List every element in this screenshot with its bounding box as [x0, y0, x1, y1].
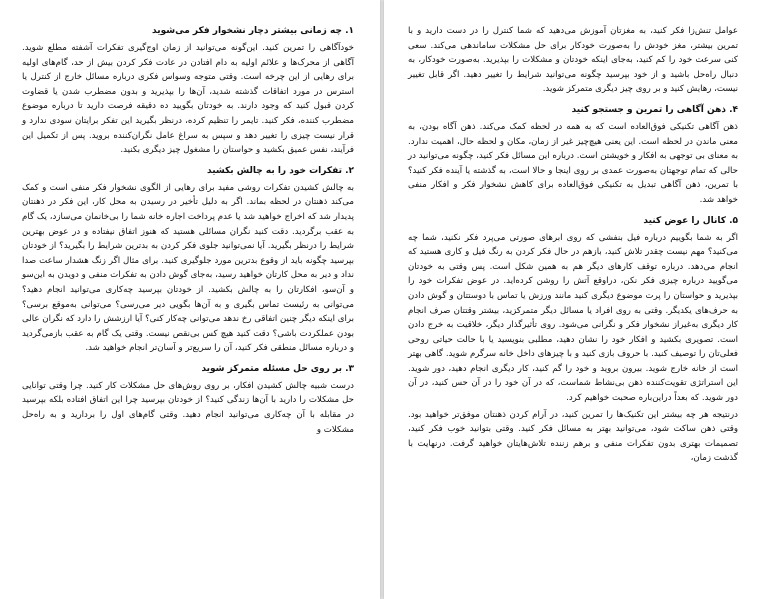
heading-5: ۵. کانال را عوض کنید: [643, 215, 738, 226]
heading-2: ۲. تفکرات خود را به چالش بکشید: [207, 165, 354, 176]
paragraph: ذهن آگاهی تکنیکی فوق‌العاده است که به همه در لحظه کمک می‌کند. ذهن آگاه بودن، به معنی ماندن در لحظه است. این یعنی هیچ‌چیز غیر از زمان، مکان و لحظه حال، اهمیت ندارد. به معنای بی توجهی به افکار و خویشتن است. درباره این مسائل فکر کنید، چگونه می‌توانید در حالی که تمام توجهتان به‌صورت عمدی بر روی اینجا و حالا است، به گذشته یا آینده فکر کنید؟ با تمرین، ذهن آگاهی تبدیل به تکنیکی فوق‌العاده برای کاهش نشخوار فکر و افکار منفی خواهد شد.: [408, 121, 738, 205]
heading-1: ۱. چه زمانی بیشتر دچار نشخوار فکر می‌شوید: [152, 26, 354, 36]
paragraph: درنتیجه هر چه بیشتر این تکنیک‌ها را تمرین کنید، در آرام کردن ذهنتان موفق‌تر خواهید بود. وقتی ذهن ساکت شود، می‌توانید بهتر به مسائل فکر کنید. وقتی بتوانید خوب فکر کنید، تصمیمات بهتری بدون تفکرات منفی و برهم زننده تلاش‌هایتان خواهید گرفت. درنهایت با گذشت زمان،: [408, 409, 738, 464]
right-page-content: [408, 24, 738, 599]
paragraph: به چالش کشیدن تفکرات روشی مفید برای رهایی از الگوی نشخوار فکر منفی است و کمک می‌کند ذهنتان در لحظه بماند. اگر به دلیل تأخیر در رسیدن به محل کار، این فکر در ذهنتان پدیدار شد که اخراج خواهید شد یا عدم پرداخت اجاره خانه شما را بی‌خانمان می‌سازد، یک گام به عقب برگردید. دقت کنید نگران مسائلی هستید که هنوز اتفاق نیفتاده و در عوض بهترین شرایط را درنظر بگیرید. آیا نمی‌توانید جلوی فکر کردن به بدترین شرایط را بگیرید؟ از خودتان بپرسید چگونه باید از وقوع بدترین مورد جلوگیری کنید. برای مثال اگر زنگ هشدار ساعت صدا نداد و دیر به محل کارتان خواهید رسید، به‌جای گوش دادن به تفکرات منفی و دویدن به این‌سو و آن‌سو، افکارتان را به چالش بکشید. از خودتان بپرسید چه‌کاری می‌توانید انجام دهید؟ می‌توانی به رئیست تماس بگیری و به آن‌ها بگویی دیر می‌رسی؟ می‌توانی به‌موقع برسی؟ برای اینکه دیگر چنین اتفاقی رخ ندهد می‌توانی چه‌کار کنی؟ آیا ارزشش را دارد که نگران عالی بودن عملکردت باشی؟ دقت کنید هیچ کس بی‌نقص نیست. وقتی یک گام به عقب بازمی‌گردید و درباره مسائل منطقی فکر کنید، آن را سریع‌تر و آسان‌تر انجام خواهید شد.: [22, 182, 354, 354]
paragraph: خودآگاهی را تمرین کنید. این‌گونه می‌توانید از زمان اوج‌گیری تفکرات آشفته مطلع شوید. آگاهی از محرک‌ها و علائم اولیه به دام افتادن در عادت فکر کردن بیش از حد، گام‌های اولیه برای رهایی از این چرخه است. وقتی متوجه وسواس فکری درباره مسائل خارج از کنترل یا استرس در مورد اتفاقات گذشته شدید، آن‌ها را بپذیرید و بدون مضطرب شدن یا قضاوت کردن قبول کنید که وجود دارند. به خودتان بگویید ده دقیقه فرصت دارید تا درباره موضوع مضطرب کننده، فکر کنید. تایمر را تنظیم کرده، درنظر بگیرید این تفکر برایتان سودی ندارد و قرار نیست چیزی را تغییر دهد و سپس به سراغ عامل نگران‌کننده بروید. پس از تکمیل این فرآیند، نفس عمیق بکشید و حواستان را مشغول چیز دیگری بکنید.: [22, 43, 354, 156]
heading-3: ۳. بر روی حل مسئله متمرکز شوید: [201, 363, 354, 374]
right-page: [384, 0, 768, 599]
paragraph: درست شبیه چالش کشیدن افکار، بر روی روش‌های حل مشکلات کار کنید. چرا وقتی توانایی حل مشکلات را دارید با آن‌ها زندگی کنید؟ از خودتان بپرسید چرا این اتفاق افتاده بلکه بپرسید در مقابله با آن چه‌کاری می‌توانید انجام دهید. وقتی گام‌های اول را بردارید و به راه‌حل مشکلات و: [22, 380, 354, 435]
left-page: [0, 0, 380, 599]
paragraph: اگر به شما بگوییم درباره فیل بنفشی که روی ابرهای صورتی می‌پرد فکر نکنید، شما چه می‌کنید؟ مهم نیست چقدر تلاش کنید، بازهم در حال فکر کردن به رنگ فیل و کاری هستید که انجام می‌دهد. درباره توقف کارهای دیگر هم به همین شکل است. پس وقتی به خودتان می‌گویید درباره چیزی فکر نکن، دراوقع آتش را روشن کرده‌اید. در عوض تفکرات خود را بپذیرید و حواستان را پرت موضوع دیگری کنید مانند ورزش یا تماس با دوستتان و گوش دادن به حرف‌های یکدیگر. وقتی به روی افراد یا مسائل دیگر متمرکزید، بیشتر وقتتان صرف انجام کار دیگری به‌غیراز نشخوار فکر و نگرانی می‌شود. روی تأثیرگذار دیگر، خلاقیت به خرج دادن است. تصویری بکشید و افکار خود را نشان دهید، مطلبی بنویسید یا با حالت حیاتی روحی فعلی‌تان را توصیف کنید. با حروف بازی کنید و با چیزهای داخل خانه سرگرم شوید. گاهی بهتر است از خانه خارج شوید. بیرون بروید و خود را گم کنید، کار دیگری انجام دهید، دور شوید. این استراتژی تقویت‌کننده ذهن بی‌نشاط شماست، که در آن خود را در آن حس کنید، در آن دور شوید. که بعداً دراین‌باره صحبت خواهیم کرد.: [408, 232, 738, 404]
paragraph: عوامل تنش‌زا فکر کنید، به مغزتان آموزش می‌دهید که شما کنترل را در دست دارید و با تمرین بیشتر، مغز خودش را به‌صورت خودکار برای حل مشکلات ساماندهی می‌کند. سعی کنی سرعت خود را کم کنید، به‌جای اینکه خودتان و مشکلات را بپذیرید. به‌صورت خودکار، به دنبال راه‌حل باشید و از خود بپرسید چگونه می‌توانید شرایط را تغییر دهید. اگر قابل تغییر نیست، رهایش کنید و بر روی چیز دیگری متمرکز شوید.: [408, 26, 738, 95]
left-page-content: [22, 24, 354, 599]
heading-4: ۴. ذهن آگاهی را تمرین و جستجو کنید: [571, 104, 738, 115]
